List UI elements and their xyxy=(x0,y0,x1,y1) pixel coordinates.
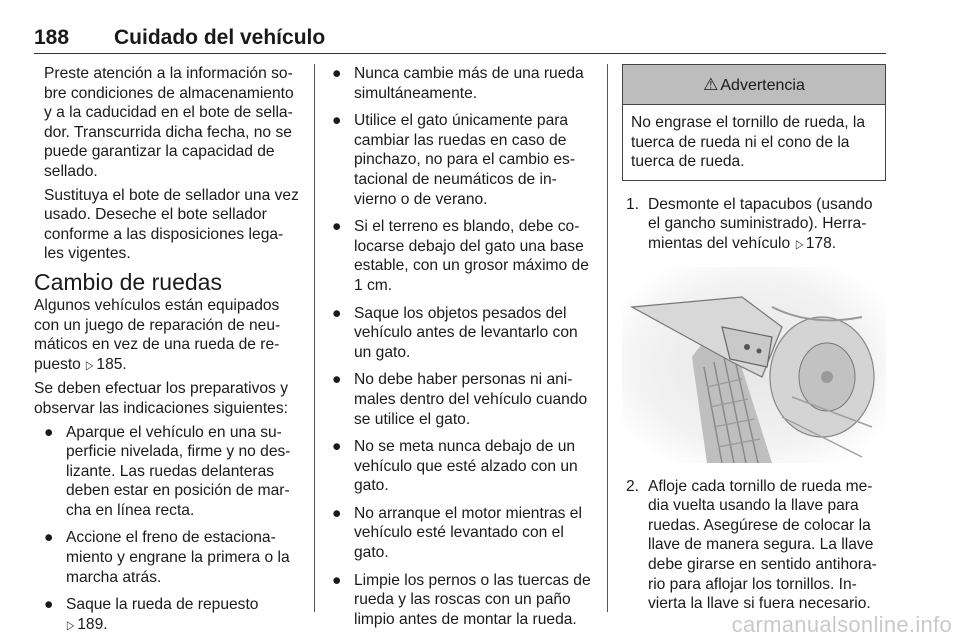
list-item xyxy=(34,528,302,587)
column-divider xyxy=(314,64,315,612)
bullet-icon: ● xyxy=(332,65,342,82)
warning-text: No engrase el tornillo de rueda, la tuerca de rueda ni el cono de la tuerca de rueda. xyxy=(631,114,866,171)
list-item-text: No debe haber personas ni ani-males dentro del vehículo cuando se utilice el gato. xyxy=(354,371,588,428)
continued-text xyxy=(34,64,302,264)
list-item-text: Saque los objetos pesados del vehículo antes de levantarlo con un gato. xyxy=(354,304,578,361)
wheel-illustration-svg xyxy=(622,267,886,463)
list-item-text: Si el terreno es blando, debe co-locarse debajo del gato una base estable, con un grosor máximo de 1 cm. xyxy=(354,218,589,294)
step-item xyxy=(622,477,888,614)
page-reference-arrow-icon: ▷ xyxy=(795,236,803,251)
bullet-icon: ● xyxy=(332,304,342,322)
paragraph-text: Algunos vehículos están equipados con un juego de reparación de neu-máticos en vez de una rueda de re-puesto xyxy=(34,296,281,373)
page-reference-arrow-icon: ▷ xyxy=(86,357,94,372)
bullet-icon: ● xyxy=(44,596,54,614)
column-middle xyxy=(328,64,594,637)
list-item-text: Accione el freno de estaciona-miento y engrane la primera o la marcha atrás. xyxy=(66,529,290,586)
warning-box xyxy=(622,64,886,181)
step-number: 2. xyxy=(626,477,640,495)
step-list xyxy=(622,195,888,255)
column-left xyxy=(34,64,302,642)
page-reference[interactable]: 185. xyxy=(96,355,127,373)
bullet-icon: ● xyxy=(332,218,342,236)
bullet-icon: ● xyxy=(332,371,342,389)
list-item xyxy=(328,437,594,496)
list-item xyxy=(328,304,594,363)
page-reference[interactable]: 178. xyxy=(805,234,837,252)
chapter-title: Cuidado del vehículo xyxy=(114,26,326,49)
watermark: carmanualsonline.info xyxy=(731,612,952,637)
paragraph: Sustituya el bote de sellador una vez usado. Deseche el bote sellador conforme a las disposiciones lega-les vigentes. xyxy=(44,186,299,263)
bullet-icon: ● xyxy=(332,438,342,456)
bullet-list xyxy=(328,64,594,629)
warning-triangle-icon: ⚠ xyxy=(703,75,719,94)
list-item xyxy=(34,595,302,635)
list-item-text: Aparque el vehículo en una su-perficie nivelada, firme y no des-lizante. Las ruedas delanteras deben estar en posición de mar-cha en línea recta. xyxy=(66,423,291,519)
paragraph xyxy=(34,296,302,375)
warning-header xyxy=(623,65,885,105)
bullet-icon: ● xyxy=(44,529,54,547)
section-title: Cambio de ruedas xyxy=(34,268,222,295)
step-text: Desmonte el tapacubos (usando el gancho suministrado). Herra-mientas del vehículo xyxy=(648,195,873,252)
bullet-list xyxy=(34,423,302,636)
list-item xyxy=(328,64,594,103)
list-item-text: Nunca cambie más de una rueda simultáneamente. xyxy=(354,65,584,102)
page-reference[interactable]: 189. xyxy=(77,615,108,633)
bullet-icon: ● xyxy=(44,423,54,441)
list-item xyxy=(328,370,594,429)
step-item xyxy=(622,195,888,255)
bullet-icon: ● xyxy=(332,571,342,589)
bullet-icon: ● xyxy=(332,112,342,130)
list-item-text: Saque la rueda de repuesto xyxy=(66,596,259,614)
step-list xyxy=(622,477,888,614)
list-item xyxy=(328,217,594,295)
bullet-icon: ● xyxy=(332,504,342,522)
list-item-text: Utilice el gato únicamente para cambiar las ruedas en caso de pinchazo, no para el cambio es-tacional de neumáticos de in-vierno o de verano. xyxy=(354,112,576,208)
list-item-text: No se meta nunca debajo de un vehículo que esté alzado con un gato. xyxy=(354,438,578,495)
column-right xyxy=(622,64,888,614)
warning-title: Advertencia xyxy=(720,77,805,94)
wheel-hubcap-illustration xyxy=(622,267,886,463)
paragraph: Preste atención a la información so-bre condiciones de almacenamiento y a la caducidad en el bote de sella-dor. Transcurrida dicha fecha, no se puede garantizar la capacidad de sellado. xyxy=(44,65,294,180)
page-reference-arrow-icon: ▷ xyxy=(66,617,75,632)
paragraph: Se deben efectuar los preparativos y observar las indicaciones siguientes: xyxy=(34,380,288,417)
list-item xyxy=(328,111,594,209)
page-header xyxy=(34,24,886,54)
list-item xyxy=(34,423,302,521)
list-item-text: Limpie los pernos o las tuercas de rueda y las roscas con un paño limpio antes de montar la rueda. xyxy=(354,571,591,628)
list-item-text: No arranque el motor mientras el vehículo esté levantado con el gato. xyxy=(354,504,582,562)
column-divider xyxy=(607,64,608,612)
step-number: 1. xyxy=(626,195,640,213)
list-item xyxy=(328,571,594,630)
step-text: Afloje cada tornillo de rueda me-dia vuelta usando la llave para ruedas. Asegúrese de colocar la llave de manera segura. La llave debe girarse en sentido antihora-rio para aflojar los tornillos. In-vierta la llave si fuera necesario. xyxy=(648,477,877,613)
page-number: 188 xyxy=(34,26,70,49)
list-item xyxy=(328,504,594,563)
